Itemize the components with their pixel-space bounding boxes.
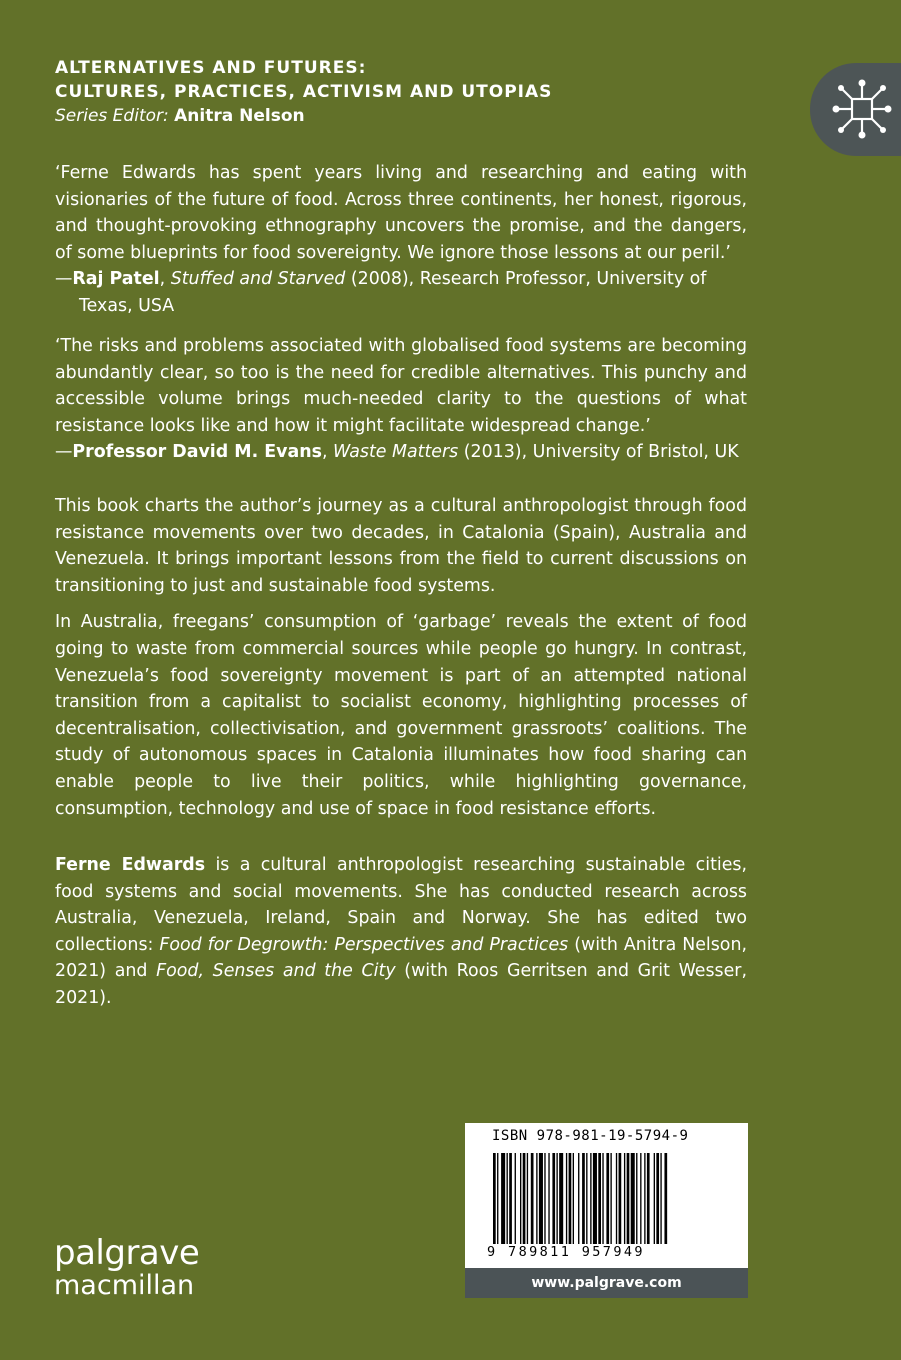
barcode-bar: [590, 1153, 591, 1253]
barcode-bar: [627, 1153, 630, 1253]
barcode-bar: [582, 1153, 585, 1253]
barcode-bar: [656, 1153, 659, 1253]
barcode-bar: [624, 1153, 625, 1253]
barcode-bar: [501, 1153, 505, 1253]
barcode-bar: [527, 1153, 528, 1253]
author-bio: [55, 852, 747, 1012]
barcode-bar: [520, 1153, 521, 1253]
barcode-bar: [664, 1153, 667, 1253]
barcode-bar: [619, 1153, 622, 1253]
barcode-bar: [569, 1153, 572, 1253]
description-paragraph-2: In Australia, freegans’ consumption of ‘garbage’ reveals the extent of food going to waste from commercial sources while people go hungry. In contrast, Venezuela’s food sovereignty movement is part of an attempted national transition from a capitalist to socialist economy, highlighting processes of decentralisation, collectivisation, and government grassroots’ coalitions. The study of autonomous spaces in Catalonia illuminates how food sharing can enable people to live their politics, while highlighting governance, consumption, technology and use of space in food resistance efforts.: [55, 612, 747, 819]
barcode-bar: [536, 1153, 537, 1253]
series-title-line-2: CULTURES, PRACTICES, ACTIVISM AND UTOPIAS: [55, 82, 553, 102]
barcode-bar: [497, 1153, 498, 1253]
endorsement-2-author: Professor David M. Evans: [72, 442, 322, 463]
book-title-2: Food, Senses and the City: [156, 961, 396, 982]
barcode-bar: [493, 1153, 496, 1253]
barcode-bar: [644, 1153, 645, 1253]
author-bio-text: Ferne Edwards is a cultural anthropologist researching sustainable cities, food systems and social movements. She has conducted research across Australia, Venezuela, Ireland, Spain and Norway. She has edited two collections: Food for Degrowth: Perspectives and Practices (with Anitra Nelson, 2021) and Food, Senses and the City (with Roos Gerritsen and Grit Wesser, 2021).: [55, 855, 748, 1008]
publisher-website[interactable]: www.palgrave.com: [465, 1268, 748, 1298]
barcode-bar: [509, 1153, 512, 1253]
barcode-bar: [631, 1153, 635, 1253]
barcode-digits: 9 789811 957949: [487, 1244, 727, 1260]
barcode-bar: [548, 1153, 549, 1253]
barcode-graphic: [493, 1153, 721, 1253]
barcode-bar: [636, 1153, 637, 1253]
publisher-logo-line-2: macmillan: [54, 1270, 195, 1301]
palgrave-network-icon: [810, 63, 901, 156]
author-name: Ferne Edwards: [55, 855, 206, 875]
series-editor-name: Anitra Nelson: [174, 106, 305, 126]
barcode-bar: [616, 1153, 617, 1253]
endorsement-1: [55, 160, 747, 320]
series-editor-label: Series Editor:: [55, 106, 169, 126]
publisher-logo-line-1: palgrave: [54, 1233, 200, 1273]
barcode-bar: [586, 1153, 587, 1253]
endorsement-1-quote: ‘Ferne Edwards has spent years living and researching and eating with visionaries of the future of food. Across three continents, her honest, rigorous, and thought-provoking ethnography uncovers the promise, and the dangers, of some blueprints for food sovereignty. We ignore those lessons at our peril.’: [55, 163, 747, 263]
description-paragraph-1: This book charts the author’s journey as a cultural anthropologist through food resistance movements over two decades, in Catalonia (Spain), Australia and Venezuela. It brings important lessons from the field to current discussions on transitioning to just and sustainable food systems.: [55, 496, 747, 596]
barcode-bar: [531, 1153, 534, 1253]
barcode-bar: [559, 1153, 563, 1253]
book-title-1: Food for Degrowth: Perspectives and Practices: [159, 934, 569, 955]
isbn-label: ISBN 978-981-19-5794-9: [492, 1128, 689, 1144]
barcode-bar: [544, 1153, 545, 1253]
barcode-bar: [515, 1153, 516, 1253]
barcode-bar: [598, 1153, 601, 1253]
barcode-bar: [566, 1153, 567, 1253]
series-editor: [55, 104, 655, 128]
series-header: [55, 56, 655, 128]
barcode-bar: [556, 1153, 557, 1253]
endorsement-1-work: Stuffed and Starved: [170, 269, 346, 290]
barcode-bar: [507, 1153, 508, 1253]
barcode-bar: [593, 1153, 597, 1253]
endorsement-2-attribution: —Professor David M. Evans, Waste Matters (2013), University of Bristol, UK: [55, 442, 739, 463]
barcode-bar: [647, 1153, 650, 1253]
barcode-bar: [660, 1153, 661, 1253]
book-description: [55, 493, 747, 822]
barcode-bar: [654, 1153, 655, 1253]
barcode-bar: [610, 1153, 611, 1253]
endorsement-1-attribution: —Raj Patel, Stuffed and Starved (2008), Research Professor, University of Texas, USA: [55, 269, 707, 316]
series-title-line-1: ALTERNATIVES AND FUTURES:: [55, 58, 367, 78]
barcode-bar: [602, 1153, 603, 1253]
endorsement-2-work: Waste Matters: [333, 442, 459, 463]
publisher-logo: [54, 1233, 200, 1302]
barcode-bar: [523, 1153, 526, 1253]
barcode-bar: [573, 1153, 574, 1253]
isbn-barcode: [465, 1123, 748, 1268]
barcode-bar: [552, 1153, 555, 1253]
endorsement-2: [55, 333, 747, 466]
barcode-bar: [606, 1153, 609, 1253]
endorsement-1-author: Raj Patel: [72, 269, 160, 290]
barcode-bar: [578, 1153, 579, 1253]
endorsement-2-quote: ‘The risks and problems associated with globalised food systems are becoming abundantly clear, so too is the need for credible alternatives. This punchy and accessible volume brings much-needed clarity to the questions of what resistance looks like and how it might facilitate widespread change.’: [55, 336, 747, 436]
barcode-bar: [640, 1153, 641, 1253]
barcode-bar: [539, 1153, 543, 1253]
